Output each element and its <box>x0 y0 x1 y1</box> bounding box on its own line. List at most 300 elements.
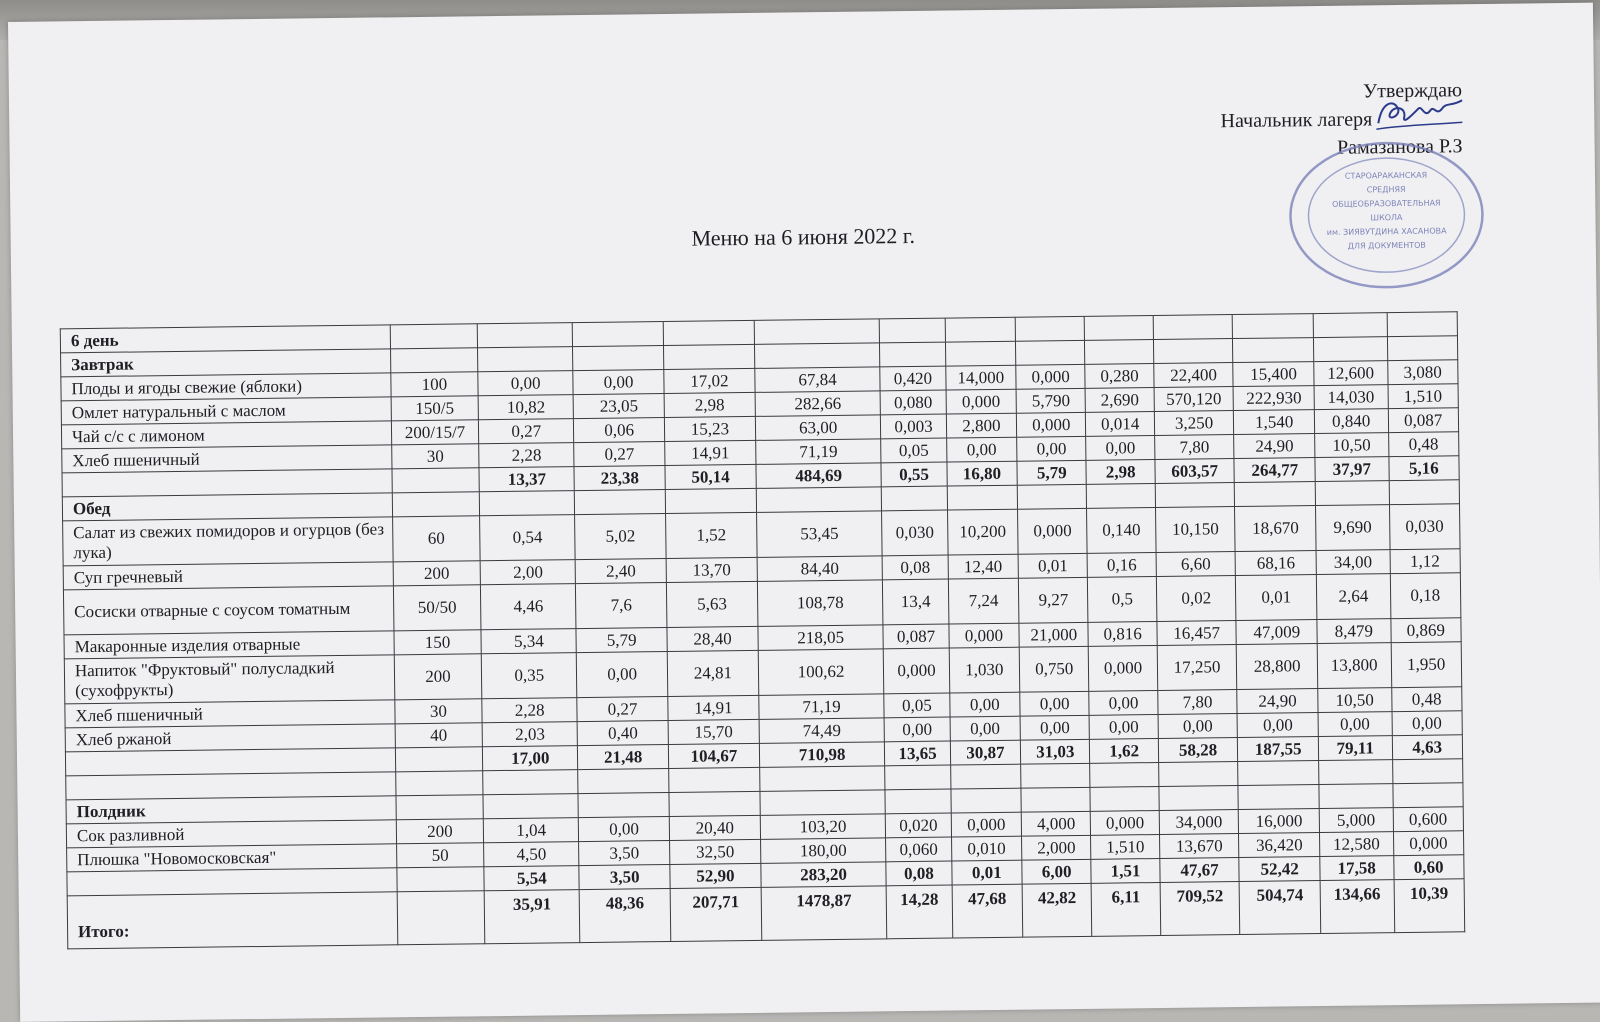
value-cell: 0,00 <box>1237 713 1318 738</box>
value-cell: 52,42 <box>1239 857 1320 882</box>
value-cell: 14,000 <box>945 365 1016 390</box>
value-cell: 16,000 <box>1239 809 1320 834</box>
value-cell: 0,05 <box>884 693 950 718</box>
value-cell <box>664 344 755 369</box>
value-cell: 180,00 <box>760 838 886 864</box>
value-cell: 53,45 <box>756 511 882 558</box>
value-cell: 0,01 <box>1236 575 1317 621</box>
value-cell: 30,87 <box>950 740 1021 765</box>
value-cell: 74,49 <box>759 718 885 744</box>
value-cell: 1,04 <box>484 818 579 843</box>
value-cell <box>663 320 754 345</box>
stamp-line-6: ДЛЯ ДОКУМЕНТОВ <box>1347 240 1426 251</box>
value-cell: 8,479 <box>1317 619 1391 644</box>
value-cell: 0,01 <box>951 860 1022 885</box>
value-cell <box>575 490 666 515</box>
value-cell: 15,400 <box>1233 362 1314 387</box>
value-cell: 504,74 <box>1240 881 1321 935</box>
value-cell: 282,66 <box>755 391 881 417</box>
value-cell <box>665 488 756 513</box>
document-sheet <box>8 3 1600 1022</box>
value-cell: 23,05 <box>573 394 664 419</box>
value-cell: 0,420 <box>880 366 946 391</box>
value-cell: 0,16 <box>1088 553 1157 578</box>
value-cell <box>478 323 573 348</box>
value-cell: 134,66 <box>1320 880 1394 934</box>
value-cell: 24,90 <box>1234 434 1315 459</box>
stamp-line-2: СРЕДНЯЯ <box>1366 184 1406 195</box>
value-cell: 3,50 <box>579 864 670 889</box>
dish-name-cell: Чай с/с с лимоном <box>61 421 391 449</box>
value-cell: 264,77 <box>1234 458 1315 483</box>
value-cell: 68,16 <box>1235 551 1316 576</box>
value-cell: 17,00 <box>483 746 578 771</box>
value-cell <box>1090 763 1159 788</box>
value-cell: 0,00 <box>1089 691 1158 716</box>
value-cell: 1,62 <box>1090 739 1159 764</box>
value-cell <box>392 468 480 493</box>
value-cell: 47,009 <box>1236 620 1317 645</box>
value-cell <box>572 322 663 347</box>
value-cell: 13,70 <box>666 557 757 582</box>
value-cell: 14,91 <box>668 695 759 720</box>
value-cell: 108,78 <box>757 580 883 627</box>
value-cell <box>1235 482 1316 507</box>
value-cell: 13,4 <box>883 579 949 625</box>
value-cell: 13,65 <box>885 741 951 766</box>
value-cell: 34,000 <box>1159 810 1239 835</box>
value-cell: 2,690 <box>1086 388 1155 413</box>
value-cell <box>950 764 1021 789</box>
value-cell: 100 <box>390 372 478 397</box>
value-cell: 10,82 <box>478 395 573 420</box>
value-cell: 1,51 <box>1091 858 1160 883</box>
value-cell: 2,98 <box>664 392 755 417</box>
value-cell: 20,40 <box>669 815 760 840</box>
value-cell: 17,250 <box>1157 645 1237 691</box>
value-cell: 24,90 <box>1237 689 1318 714</box>
value-cell: 35,91 <box>484 890 580 944</box>
value-cell: 0,18 <box>1390 573 1461 619</box>
value-cell <box>1087 484 1156 509</box>
value-cell: 5,16 <box>1388 456 1459 481</box>
value-cell <box>1315 481 1389 506</box>
value-cell: 103,20 <box>760 814 886 840</box>
value-cell: 0,00 <box>1017 436 1087 461</box>
value-cell <box>1159 786 1239 811</box>
value-cell: 0,00 <box>478 371 573 396</box>
value-cell: 0,00 <box>1158 714 1238 739</box>
value-cell: 2,800 <box>946 413 1017 438</box>
value-cell <box>578 792 669 817</box>
value-cell <box>880 342 946 367</box>
value-cell: 0,000 <box>1016 364 1086 389</box>
stamp-line-3: ОБЩЕОБРАЗОВАТЕЛЬНАЯ <box>1331 198 1441 209</box>
value-cell <box>1238 785 1319 810</box>
value-cell: 1,540 <box>1234 410 1315 435</box>
value-cell: 0,48 <box>1388 432 1459 457</box>
value-cell: 5,79 <box>1017 460 1087 485</box>
dish-name-cell: Плюшка "Новомосковская" <box>67 844 397 872</box>
value-cell: 187,55 <box>1238 737 1319 762</box>
stamp-line-5: им. ЗИЯВУТДИНА ХАСАНОВА <box>1326 226 1447 237</box>
value-cell: 4,50 <box>484 842 579 867</box>
value-cell: 34,00 <box>1316 550 1390 575</box>
value-cell: 50 <box>396 843 484 868</box>
value-cell: 0,00 <box>950 716 1021 741</box>
value-cell: 40 <box>395 723 483 748</box>
value-cell: 0,02 <box>1156 576 1236 622</box>
value-cell: 0,60 <box>1393 855 1464 880</box>
value-cell: 0,27 <box>574 442 665 467</box>
value-cell: 16,80 <box>947 461 1018 486</box>
value-cell: 0,00 <box>946 437 1017 462</box>
value-cell <box>390 324 478 349</box>
value-cell: 0,869 <box>1390 618 1461 643</box>
value-cell: 2,000 <box>1022 835 1092 860</box>
value-cell <box>1389 480 1460 505</box>
signature-image <box>1372 94 1464 135</box>
value-cell: 0,48 <box>1391 687 1462 712</box>
value-cell: 4,63 <box>1392 735 1463 760</box>
value-cell: 0,00 <box>1086 436 1155 461</box>
value-cell: 52,90 <box>670 863 761 888</box>
value-cell: 18,670 <box>1235 506 1316 552</box>
value-cell: 104,67 <box>668 743 759 768</box>
value-cell: 570,120 <box>1154 387 1234 412</box>
value-cell: 0,014 <box>1086 412 1155 437</box>
value-cell: 12,40 <box>948 554 1019 579</box>
value-cell: 32,50 <box>670 839 761 864</box>
value-cell: 0,00 <box>1020 691 1090 716</box>
value-cell: 150/5 <box>391 396 479 421</box>
value-cell: 2,40 <box>575 558 666 583</box>
value-cell: 0,600 <box>1393 807 1464 832</box>
value-cell: 10,200 <box>947 509 1018 555</box>
value-cell: 9,27 <box>1018 577 1088 623</box>
value-cell: 0,000 <box>884 648 950 694</box>
value-cell: 0,000 <box>1018 508 1088 554</box>
value-cell: 10,50 <box>1318 688 1392 713</box>
value-cell: 2,28 <box>479 443 574 468</box>
value-cell: 7,6 <box>576 582 667 628</box>
value-cell: 1,030 <box>949 647 1020 693</box>
value-cell: 0,087 <box>883 624 949 649</box>
value-cell: 200 <box>393 561 481 586</box>
value-cell <box>390 348 478 373</box>
value-cell <box>669 791 760 816</box>
value-cell <box>754 319 880 345</box>
value-cell <box>1153 339 1233 364</box>
value-cell <box>1085 316 1154 341</box>
value-cell: 150 <box>394 630 482 655</box>
value-cell: 71,19 <box>759 694 885 720</box>
value-cell <box>1021 787 1091 812</box>
value-cell: 709,52 <box>1160 882 1240 936</box>
value-cell: 7,24 <box>948 578 1019 624</box>
value-cell: 4,000 <box>1021 811 1091 836</box>
value-cell: 6,60 <box>1156 552 1236 577</box>
dish-name-cell: Суп гречневый <box>63 562 393 590</box>
value-cell <box>951 788 1022 813</box>
value-cell: 200/15/7 <box>391 420 479 445</box>
dish-name-cell: Напиток "Фруктовый" полусладкий (сухофрукты) <box>64 655 394 704</box>
value-cell <box>1319 784 1393 809</box>
value-cell: 218,05 <box>758 625 884 651</box>
value-cell: 0,08 <box>886 861 952 886</box>
value-cell: 10,39 <box>1394 879 1465 933</box>
dish-name-cell: Итого: <box>67 892 397 949</box>
value-cell <box>885 765 951 790</box>
value-cell: 58,28 <box>1158 738 1238 763</box>
value-cell: 10,50 <box>1315 433 1389 458</box>
value-cell <box>945 341 1016 366</box>
value-cell: 207,71 <box>670 887 761 941</box>
value-cell: 7,80 <box>1154 435 1234 460</box>
value-cell <box>882 486 948 511</box>
value-cell <box>1153 315 1233 340</box>
value-cell: 0,00 <box>576 651 667 697</box>
value-cell: 50/50 <box>393 585 481 631</box>
value-cell <box>760 766 886 792</box>
value-cell: 60 <box>392 516 480 562</box>
value-cell <box>1016 340 1086 365</box>
value-cell: 5,790 <box>1016 388 1086 413</box>
value-cell: 31,03 <box>1020 739 1090 764</box>
value-cell: 3,50 <box>579 840 670 865</box>
value-cell: 0,060 <box>886 837 952 862</box>
value-cell: 12,580 <box>1320 832 1394 857</box>
value-cell: 2,98 <box>1086 460 1155 485</box>
value-cell: 1,510 <box>1388 384 1459 409</box>
stamp-line-4: ШКОЛА <box>1370 212 1403 223</box>
value-cell: 0,816 <box>1088 622 1157 647</box>
value-cell: 6,11 <box>1092 882 1161 936</box>
value-cell <box>756 487 882 513</box>
value-cell: 13,37 <box>479 467 574 492</box>
dish-name-cell: Макаронные изделия отварные <box>64 631 394 659</box>
value-cell <box>754 343 880 369</box>
value-cell: 0,020 <box>886 813 952 838</box>
value-cell <box>573 346 664 371</box>
value-cell: 4,46 <box>481 584 576 630</box>
value-cell: 0,003 <box>881 414 947 439</box>
value-cell: 5,63 <box>666 581 757 627</box>
value-cell: 0,140 <box>1087 508 1156 554</box>
value-cell: 84,40 <box>757 556 883 582</box>
value-cell: 5,79 <box>576 627 667 652</box>
value-cell: 67,84 <box>755 367 881 393</box>
value-cell <box>1021 763 1091 788</box>
value-cell: 3,080 <box>1387 360 1458 385</box>
value-cell: 30 <box>391 444 479 469</box>
value-cell: 2,64 <box>1316 574 1390 620</box>
value-cell: 2,03 <box>482 722 577 747</box>
value-cell <box>1233 338 1314 363</box>
value-cell: 21,48 <box>578 744 669 769</box>
value-cell <box>945 317 1016 342</box>
value-cell: 23,38 <box>574 466 665 491</box>
page-title: Меню на 6 июня 2022 г. <box>691 222 916 251</box>
value-cell: 0,000 <box>949 623 1020 648</box>
dish-name-cell: Хлеб ржаной <box>65 724 395 752</box>
value-cell: 0,00 <box>1318 712 1392 737</box>
dish-name-cell: Обед <box>62 493 392 521</box>
value-cell: 0,06 <box>574 418 665 443</box>
value-cell: 12,600 <box>1314 361 1388 386</box>
value-cell: 14,91 <box>665 440 756 465</box>
dish-name-cell: Омлет натуральный с маслом <box>61 397 391 425</box>
value-cell <box>1085 340 1154 365</box>
value-cell: 200 <box>394 654 482 700</box>
value-cell: 14,030 <box>1314 385 1388 410</box>
value-cell: 2,28 <box>482 698 577 723</box>
value-cell: 603,57 <box>1155 459 1235 484</box>
value-cell: 1,950 <box>1391 642 1462 688</box>
value-cell: 0,750 <box>1019 646 1089 692</box>
value-cell: 200 <box>396 819 484 844</box>
value-cell: 30 <box>394 699 482 724</box>
value-cell: 0,35 <box>482 653 577 699</box>
value-cell: 0,00 <box>573 370 664 395</box>
value-cell: 0,00 <box>1392 711 1463 736</box>
value-cell <box>483 794 578 819</box>
value-cell <box>1155 483 1235 508</box>
value-cell: 0,000 <box>946 389 1017 414</box>
value-cell: 14,28 <box>886 885 952 939</box>
value-cell: 0,27 <box>577 696 668 721</box>
value-cell: 10,150 <box>1155 507 1235 553</box>
value-cell <box>1015 316 1085 341</box>
value-cell: 79,11 <box>1318 736 1392 761</box>
value-cell: 222,930 <box>1233 386 1314 411</box>
value-cell: 5,34 <box>481 629 576 654</box>
value-cell: 28,800 <box>1237 644 1318 690</box>
value-cell <box>1392 783 1463 808</box>
value-cell: 0,010 <box>951 836 1022 861</box>
value-cell: 0,000 <box>1089 646 1158 692</box>
value-cell: 0,087 <box>1388 408 1459 433</box>
value-cell <box>395 747 483 772</box>
value-cell: 7,80 <box>1158 690 1238 715</box>
value-cell <box>1319 760 1393 785</box>
value-cell: 0,000 <box>1393 831 1464 856</box>
value-cell: 0,080 <box>880 390 946 415</box>
value-cell: 0,030 <box>1389 504 1460 550</box>
value-cell: 0,5 <box>1088 577 1157 623</box>
value-cell <box>1090 786 1159 811</box>
dish-name-cell: Сок разливной <box>66 820 396 848</box>
value-cell: 0,27 <box>479 419 574 444</box>
value-cell <box>578 768 669 793</box>
value-cell: 13,800 <box>1317 643 1391 689</box>
value-cell <box>1313 313 1387 338</box>
value-cell: 3,250 <box>1154 411 1234 436</box>
value-cell <box>480 491 575 516</box>
value-cell: 16,457 <box>1157 621 1237 646</box>
value-cell: 5,000 <box>1319 808 1393 833</box>
value-cell <box>1158 762 1238 787</box>
stamp-line-1: СТАРОАРАКАНСКАЯ <box>1344 170 1428 181</box>
value-cell: 0,000 <box>1091 810 1160 835</box>
approval-line-position: Начальник лагеря <box>1220 108 1373 133</box>
dish-name-cell: Хлеб пшеничный <box>62 445 392 473</box>
value-cell: 1,510 <box>1091 834 1160 859</box>
dish-name-cell: 6 день <box>60 325 390 353</box>
value-cell: 47,67 <box>1160 858 1240 883</box>
value-cell <box>1017 484 1087 509</box>
value-cell: 0,00 <box>1020 715 1090 740</box>
value-cell: 0,08 <box>882 555 948 580</box>
value-cell: 0,40 <box>577 720 668 745</box>
value-cell: 2,00 <box>480 560 575 585</box>
value-cell: 5,54 <box>484 866 579 891</box>
value-cell <box>1313 337 1387 362</box>
value-cell <box>395 771 483 796</box>
value-cell <box>1387 336 1458 361</box>
value-cell: 9,690 <box>1316 505 1390 551</box>
value-cell: 0,55 <box>881 462 947 487</box>
value-cell <box>397 891 485 945</box>
value-cell: 42,82 <box>1022 883 1092 937</box>
approval-line-approve: Утверждаю <box>1362 79 1463 103</box>
value-cell: 0,280 <box>1085 364 1154 389</box>
value-cell <box>760 790 886 816</box>
dish-name-cell: Плоды и ягоды свежие (яблоки) <box>61 373 391 401</box>
value-cell: 47,68 <box>952 884 1023 938</box>
value-cell <box>396 867 484 892</box>
value-cell <box>1387 312 1458 337</box>
dish-name-cell: Завтрак <box>61 349 391 377</box>
value-cell <box>478 347 573 372</box>
value-cell <box>947 485 1018 510</box>
value-cell: 17,58 <box>1320 856 1394 881</box>
value-cell <box>392 492 480 517</box>
school-stamp <box>1287 139 1487 291</box>
value-cell: 15,23 <box>664 416 755 441</box>
value-cell: 0,000 <box>951 812 1022 837</box>
value-cell: 0,00 <box>578 816 669 841</box>
value-cell <box>1233 314 1314 339</box>
value-cell: 1,12 <box>1390 549 1461 574</box>
value-cell: 710,98 <box>759 742 885 768</box>
dish-name-cell: Хлеб пшеничный <box>65 700 395 728</box>
dish-name-cell: Полдник <box>66 796 396 824</box>
value-cell <box>1238 761 1319 786</box>
value-cell: 50,14 <box>665 464 756 489</box>
value-cell: 0,05 <box>881 438 947 463</box>
value-cell: 63,00 <box>755 415 881 441</box>
value-cell <box>483 770 578 795</box>
value-cell: 0,000 <box>1016 412 1086 437</box>
menu-table <box>60 311 1465 949</box>
value-cell: 100,62 <box>758 649 884 696</box>
value-cell: 0,54 <box>480 515 575 561</box>
value-cell: 48,36 <box>579 888 670 942</box>
value-cell: 36,420 <box>1239 833 1320 858</box>
value-cell: 283,20 <box>761 862 887 888</box>
value-cell: 0,01 <box>1018 553 1088 578</box>
value-cell: 484,69 <box>756 463 882 489</box>
value-cell: 0,00 <box>884 717 950 742</box>
value-cell: 17,02 <box>664 368 755 393</box>
value-cell: 37,97 <box>1315 457 1389 482</box>
value-cell: 1,52 <box>666 512 757 558</box>
value-cell: 0,840 <box>1314 409 1388 434</box>
value-cell: 22,400 <box>1154 363 1234 388</box>
dish-name-cell: Салат из свежих помидоров и огурцов (без лука) <box>63 517 393 566</box>
approval-line-person: Рамазанова Р.З <box>1336 135 1463 159</box>
